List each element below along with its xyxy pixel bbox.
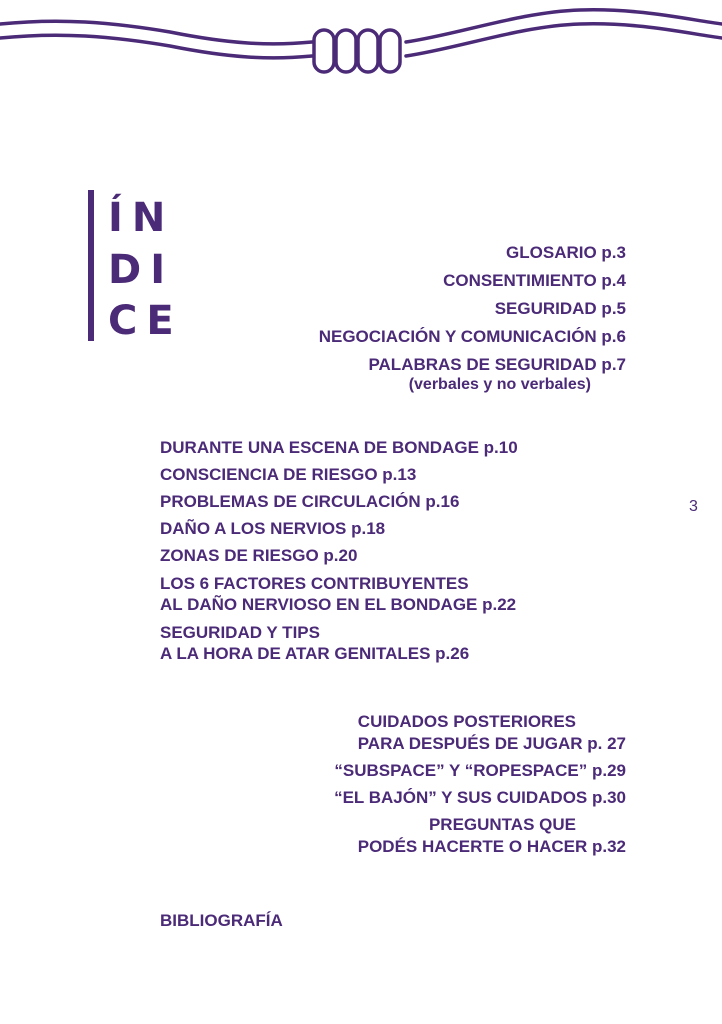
page-number: 3	[689, 498, 698, 515]
toc-entry-line-2[interactable]: AL DAÑO NERVIOSO EN EL BONDAGE p.22	[160, 595, 517, 614]
toc-entry-line-2[interactable]: A LA HORA DE ATAR GENITALES p.26	[160, 644, 470, 663]
toc-entry[interactable]: “EL BAJÓN” Y SUS CUIDADOS p.30	[334, 788, 626, 807]
toc-entry-line-1[interactable]: LOS 6 FACTORES CONTRIBUYENTES	[160, 574, 469, 593]
toc-entry[interactable]: “SUBSPACE” Y “ROPESPACE” p.29	[334, 761, 626, 780]
toc-entry[interactable]: CONSENTIMIENTO p.4	[443, 271, 626, 290]
toc-entry[interactable]: DURANTE UNA ESCENA DE BONDAGE p.10	[160, 438, 518, 457]
toc-entry-line-2[interactable]: PARA DESPUÉS DE JUGAR p. 27	[357, 734, 626, 753]
toc-entry[interactable]: PALABRAS DE SEGURIDAD p.7	[368, 355, 626, 374]
title-line-2: DI	[108, 247, 175, 293]
toc-entry-bibliography[interactable]: BIBLIOGRAFÍA	[160, 911, 283, 930]
toc-entry-line-1[interactable]: CUIDADOS POSTERIORES	[357, 712, 576, 731]
title-accent-bar	[88, 190, 94, 341]
title-line-3: CE	[108, 298, 183, 344]
toc-entry[interactable]: NEGOCIACIÓN Y COMUNICACIÓN p.6	[318, 327, 626, 346]
rope-knot-decoration	[0, 0, 722, 90]
title-line-1: ÍN	[108, 195, 175, 241]
toc-entry[interactable]: SEGURIDAD p.5	[494, 299, 626, 318]
toc-entry[interactable]: ZONAS DE RIESGO p.20	[160, 546, 358, 565]
toc-entry-line-2[interactable]: PODÉS HACERTE O HACER p.32	[357, 837, 626, 856]
toc-entry[interactable]: CONSCIENCIA DE RIESGO p.13	[160, 465, 417, 484]
toc-entry-subtitle: (verbales y no verbales)	[408, 376, 591, 393]
toc-entry[interactable]: PROBLEMAS DE CIRCULACIÓN p.16	[160, 492, 460, 511]
toc-entry[interactable]: DAÑO A LOS NERVIOS p.18	[160, 519, 386, 538]
toc-entry-line-1[interactable]: SEGURIDAD Y TIPS	[160, 623, 320, 642]
toc-entry-line-1[interactable]: PREGUNTAS QUE	[428, 815, 576, 834]
toc-entry[interactable]: GLOSARIO p.3	[506, 243, 626, 262]
